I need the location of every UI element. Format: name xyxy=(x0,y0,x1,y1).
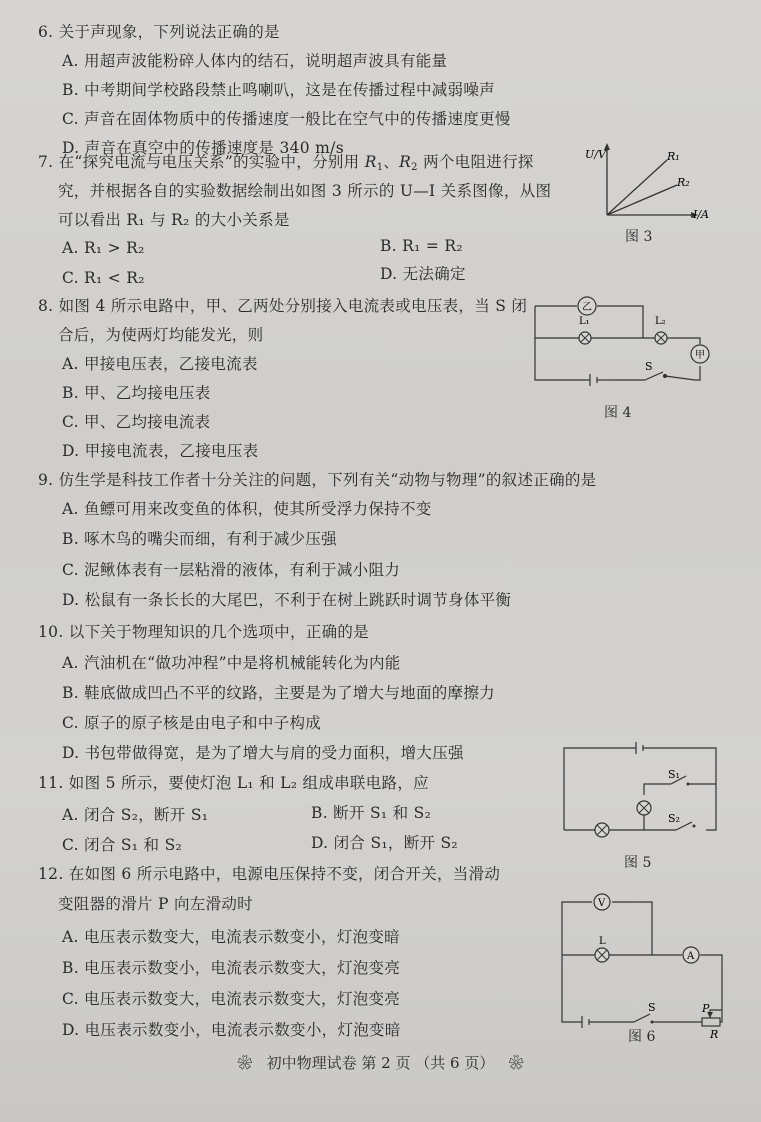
q7-stem-line3: 可以看出 R₁ 与 R₂ 的大小关系是 xyxy=(58,211,290,229)
q7-option-d: D. 无法确定 xyxy=(380,265,466,283)
switch-s-label: S xyxy=(645,360,653,373)
figure-6-circuit xyxy=(552,890,732,1040)
q6-stem: 6. 关于声现象，下列说法正确的是 xyxy=(38,23,280,41)
q9-stem: 9. 仿生学是科技工作者十分关注的问题，下列有关“动物与物理”的叙述正确的是 xyxy=(38,471,597,489)
rheostat-r-label: R xyxy=(710,1028,719,1040)
x-axis-label: I/A xyxy=(693,208,709,221)
footer-right-mark: ❀ xyxy=(508,1054,524,1072)
q8-option-c: C. 甲、乙均接电流表 xyxy=(62,413,211,431)
q9-option-a: A. 鱼鳔可用来改变鱼的体积，使其所受浮力保持不变 xyxy=(62,500,432,518)
footer-left-mark: ❀ xyxy=(237,1054,253,1072)
switch-s2-label: S₂ xyxy=(668,812,680,825)
q8-option-d: D. 甲接电流表，乙接电压表 xyxy=(62,442,259,460)
q6-option-d: D. 声音在真空中的传播速度是 340 m/s xyxy=(62,139,344,157)
q9-option-d: D. 松鼠有一条长长的大尾巴，不利于在树上跳跃时调节身体平衡 xyxy=(62,591,512,609)
q7-r2: R xyxy=(399,153,412,171)
q7-stem-line1 xyxy=(38,152,534,178)
lamp-l1-icon xyxy=(579,332,591,344)
q10-option-a: A. 汽油机在“做功冲程”中是将机械能转化为内能 xyxy=(62,654,401,672)
lamp-l1-icon xyxy=(595,823,609,837)
figure-5-caption: 图 5 xyxy=(624,855,652,871)
page-footer xyxy=(0,1052,761,1073)
q12-option-c: C. 电压表示数变大，电流表示数变大，灯泡变亮 xyxy=(62,990,401,1008)
q12-option-b: B. 电压表示数变小，电流表示数变大，灯泡变亮 xyxy=(62,959,401,977)
q6-option-b: B. 中考期间学校路段禁止鸣喇叭，这是在传播过程中减弱噪声 xyxy=(62,81,495,99)
switch-s1-label: S₁ xyxy=(668,768,680,781)
meter-yi-label: 乙 xyxy=(582,302,592,313)
q7-option-a: A. R₁ > R₂ xyxy=(62,239,145,257)
lamp-l1-label: L₁ xyxy=(579,316,590,327)
q12-stem-line2: 变阻器的滑片 P 向左滑动时 xyxy=(58,895,253,913)
q6-option-a: A. 用超声波能粉碎人体内的结石，说明超声波具有能量 xyxy=(62,52,448,70)
meter-jia-label: 甲 xyxy=(695,350,705,361)
voltmeter-label: V xyxy=(598,898,606,909)
figure-6-caption: 图 6 xyxy=(628,1029,656,1045)
q11-option-b: B. 断开 S₁ 和 S₂ xyxy=(311,804,432,822)
q8-stem-line1: 8. 如图 4 所示电路中，甲、乙两处分别接入电流表或电压表，当 S 闭 xyxy=(38,297,528,315)
lamp-l2-label: L₂ xyxy=(655,316,666,327)
slider-p-label: P xyxy=(702,1002,710,1015)
figure-5-circuit xyxy=(556,740,726,840)
r2-label: R₂ xyxy=(677,176,690,189)
ammeter-label: A xyxy=(687,951,695,962)
lamp-l2-icon xyxy=(655,332,667,344)
q12-stem-line1: 12. 在如图 6 所示电路中，电源电压保持不变，闭合开关，当滑动 xyxy=(38,865,501,883)
switch-s-label: S xyxy=(648,1001,656,1014)
y-axis-label: U/V xyxy=(585,148,606,161)
q7-option-b: B. R₁ = R₂ xyxy=(380,237,463,255)
q12-option-d: D. 电压表示数变小，电流表示数变小，灯泡变暗 xyxy=(62,1021,401,1039)
figure-4-caption: 图 4 xyxy=(604,405,632,421)
q10-option-c: C. 原子的原子核是由电子和中子构成 xyxy=(62,714,322,732)
q8-option-b: B. 甲、乙均接电压表 xyxy=(62,384,211,402)
r1-label: R₁ xyxy=(667,150,680,163)
q11-stem: 11. 如图 5 所示，要使灯泡 L₁ 和 L₂ 组成串联电路，应 xyxy=(38,774,429,792)
q8-option-a: A. 甲接电压表，乙接电流表 xyxy=(62,355,258,373)
r2-line xyxy=(607,185,677,215)
q7-r1: R xyxy=(364,153,377,171)
q7-stem-text-end: 两个电阻进行探 xyxy=(423,153,534,171)
figure-4-circuit xyxy=(525,286,720,396)
q10-option-d: D. 书包带做得宽，是为了增大与肩的受力面积，增大压强 xyxy=(62,744,464,762)
q10-stem: 10. 以下关于物理知识的几个选项中，正确的是 xyxy=(38,623,369,641)
q7-option-c: C. R₁ < R₂ xyxy=(62,269,145,287)
lamp-l2-icon xyxy=(637,801,651,815)
q6-option-c: C. 声音在固体物质中的传播速度一般比在空气中的传播速度更慢 xyxy=(62,110,511,128)
q10-option-b: B. 鞋底做成凹凸不平的纹路，主要是为了增大与地面的摩擦力 xyxy=(62,684,495,702)
q9-option-c: C. 泥鳅体表有一层粘滑的液体，有利于减小阻力 xyxy=(62,561,401,579)
q8-stem-line2: 合后，为使两灯均能发光，则 xyxy=(58,326,264,344)
q7-sep: 、 xyxy=(383,153,400,171)
q7-r1-sub: 1 xyxy=(376,162,384,173)
lamp-l-label: L xyxy=(599,936,606,947)
q11-option-c: C. 闭合 S₁ 和 S₂ xyxy=(62,836,183,854)
r1-line xyxy=(607,160,667,215)
q7-stem-line2: 究，并根据各自的实验数据绘制出如图 3 所示的 U—I 关系图像，从图 xyxy=(58,182,552,200)
lamp-l-icon xyxy=(595,948,609,962)
q11-option-a: A. 闭合 S₂，断开 S₁ xyxy=(62,806,209,824)
footer-text: 初中物理试卷 第 2 页 （共 6 页） xyxy=(266,1054,495,1072)
q7-r2-sub: 2 xyxy=(411,162,418,173)
q9-option-b: B. 啄木鸟的嘴尖而细，有利于减少压强 xyxy=(62,530,337,548)
q11-option-d: D. 闭合 S₁，断开 S₂ xyxy=(311,834,458,852)
q12-option-a: A. 电压表示数变大，电流表示数变小，灯泡变暗 xyxy=(62,928,400,946)
figure-3-caption: 图 3 xyxy=(625,229,653,245)
figure-3-ui-graph xyxy=(585,140,715,222)
q7-stem-text: 7. 在“探究电流与电压关系”的实验中，分别用 xyxy=(38,153,360,171)
